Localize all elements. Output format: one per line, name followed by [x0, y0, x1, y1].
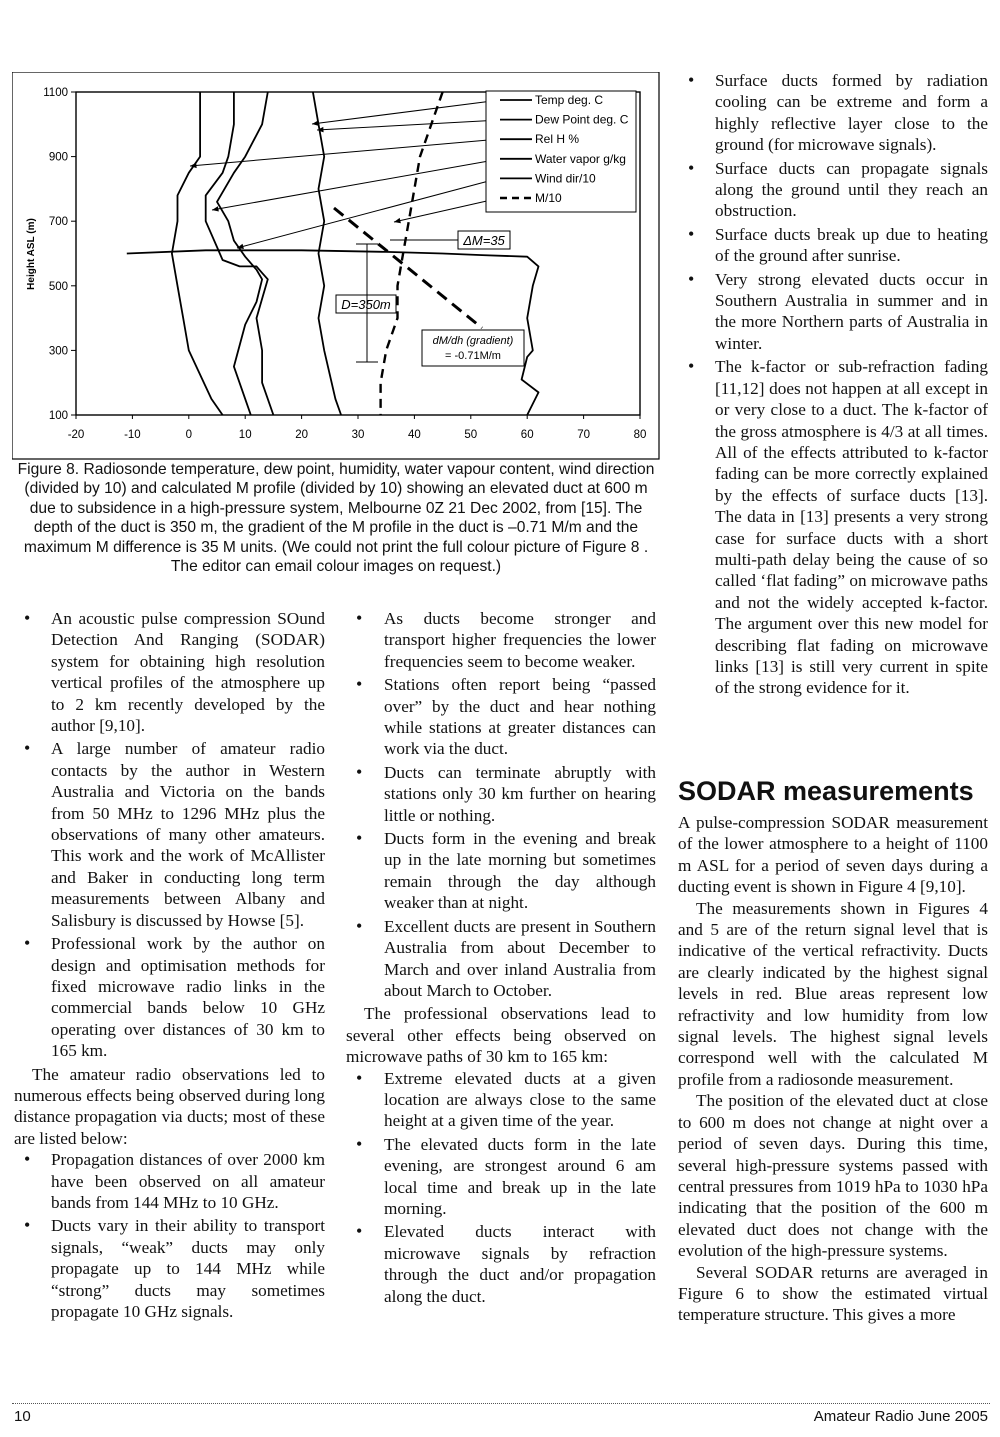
- series-line-1: [313, 92, 341, 415]
- x-tick-label: 80: [633, 429, 647, 441]
- gradient-label-2: = -0.71M/m: [445, 350, 501, 362]
- amateur-effects-list: [14, 1149, 325, 1322]
- list-item: • Surface ducts can propagate signals along the ground until they reach an obstruction.: [678, 158, 988, 222]
- x-tick-label: 30: [351, 429, 365, 441]
- footer-rule: [12, 1403, 990, 1404]
- y-tick-label: 900: [48, 151, 68, 164]
- x-tick-label: 50: [464, 429, 478, 441]
- column-3-top: [678, 70, 988, 701]
- delta-m-annotation: [458, 231, 510, 249]
- paragraph: Several SODAR returns are averaged in Figure 6 to show the estimated virtual temperature structure. This gives a more: [678, 1262, 988, 1325]
- y-tick-label: 100: [48, 410, 68, 422]
- duct-effects-list: [346, 608, 656, 1001]
- section-heading: SODAR measurements: [678, 776, 974, 806]
- y-tick-label: 300: [48, 345, 68, 358]
- legend-leader-line: [317, 120, 500, 130]
- list-item: • The elevated ducts form in the late evening, are strongest around 6 am local time and break up in the late morning.: [346, 1134, 656, 1220]
- legend-leader-line: [212, 159, 500, 210]
- list-item: • A large number of amateur radio contacts by the author in Western Australia and Victoria on the bands from 50 MHz to 1296 MHz plus the observations of many other amateurs. This work and the work of McAllister and Baker in conducting long term measurements between Albany and Salisbury is discussed by Howse [5].: [14, 738, 325, 931]
- y-tick-label: 700: [48, 216, 68, 229]
- radiosonde-chart: [12, 72, 660, 460]
- list-item: • Ducts can terminate abruptly with stations only 30 km further on hearing little or nothing.: [346, 762, 656, 826]
- list-item: • Very strong elevated ducts occur in Southern Australia in summer and in the more Northern parts of Australia in winter.: [678, 269, 988, 355]
- legend-entry: M/10: [535, 191, 562, 205]
- arrow-head: [212, 206, 219, 211]
- x-tick-label: 60: [520, 429, 534, 441]
- list-item: • Professional work by the author on design and optimisation methods for fixed microwave radio links in the commercial bands below 10 GHz operating over distances of 30 km to 165 km.: [14, 933, 325, 1061]
- depth-annotation: [336, 295, 396, 313]
- author-work-list: [14, 608, 325, 1062]
- list-item: • An acoustic pulse compression SOund Detection And Ranging (SODAR) system for obtaining high resolution vertical profiles of the atmosphere up to 2 km recently developed by the author [9,10].: [14, 608, 325, 736]
- publication-info: Amateur Radio June 2005: [813, 1408, 988, 1425]
- list-item: • Surface ducts formed by radiation cooling can be extreme and form a highly reflective layer close to the ground (for microwave signals).: [678, 70, 988, 156]
- list-item: • Surface ducts break up due to heating of the ground after sunrise.: [678, 224, 988, 267]
- arrow-head: [394, 218, 401, 223]
- list-item: • Ducts form in the evening and break up in the late morning but sometimes remain through the day although weaker than at night.: [346, 828, 656, 914]
- list-item: • Excellent ducts are present in Southern Australia from about December to March and over inland Australia from about March to October.: [346, 916, 656, 1002]
- paragraph: The measurements shown in Figures 4 and 5 are of the return signal level that is indicative of the vertical refractivity. Ducts are clearly indicated by the highest signal levels in red. Blue areas represent low refractivity and low humidity from low signal levels. The highest signal levels correspond well with the calculated M profile from a radiosonde measurement.: [678, 898, 988, 1089]
- list-item: • The k-factor or sub-refraction fading [11,12] does not happen at all except in or very close to a duct. The k-factor of the gross atmosphere is 4/3 at all times. All of the effects attributed to k-factor fading can be more correctly explained by the effects of surface ducts [13]. The data in [13] presents a very strong case for surface ducts with a short multi-path delay being the cause of so called ‘flat fading” on microwave paths and not the widely accepted k-factor. The argument over this new model for describing flat fading on microwave links [13] is still very current in spite of the strong evidence for it.: [678, 356, 988, 699]
- paragraph: A pulse-compression SODAR measurement of the lower atmosphere to a height of 1100 m ASL for a period of seven days during a ducting event is shown in Figure 4 [9,10].: [678, 813, 988, 897]
- delta-m-label: ΔM=35: [463, 233, 505, 248]
- x-tick-label: 10: [238, 429, 252, 441]
- figure-8: [12, 72, 660, 460]
- legend-entry: Dew Point deg. C: [535, 112, 629, 127]
- series-line-4: [206, 92, 274, 415]
- list-item: • Propagation distances of over 2000 km have been observed on all amateur bands from 144 MHz to 10 GHz.: [14, 1149, 325, 1213]
- professional-effects-list: [346, 1068, 656, 1307]
- x-tick-label: -10: [124, 429, 141, 441]
- y-tick-label: 500: [48, 280, 68, 293]
- gradient-label-1: dM/dh (gradient): [432, 335, 514, 347]
- figure-caption: Figure 8. Radiosonde temperature, dew point, humidity, water vapour content, wind direction (divided by 10) and calculated M profile (divided by 10) showing an elevated duct at 600 m due to subsidence in a high-pressure system, Melbourne 0Z 21 Dec 2002, from [15]. The depth of the duct is 350 m, the gradient of the M profile in the duct is –0.71 M/m and the maximum M difference is 35 M units. (We could not print the full colour picture of Figure 8 . The editor can email colour images on request.): [17, 461, 655, 576]
- x-tick-label: 20: [295, 429, 308, 441]
- x-tick-label: 40: [408, 429, 421, 441]
- legend-leader-line: [190, 139, 500, 166]
- x-tick-label: 70: [577, 429, 590, 441]
- page-number: 10: [14, 1408, 31, 1425]
- legend-entry: Rel H %: [535, 132, 580, 147]
- column-3-bottom: [678, 812, 988, 1326]
- legend-entry: Temp deg. C: [535, 93, 604, 107]
- legend-entry: Water vapor g/kg: [535, 151, 626, 166]
- surface-duct-list: [678, 70, 988, 699]
- depth-label: D=350m: [341, 297, 391, 312]
- y-tick-label: 1100: [43, 87, 68, 99]
- x-tick-label: -20: [67, 429, 85, 441]
- paragraph: The position of the elevated duct at close to 600 m does not change at night over a period of seven days. During this time, several high-pressure systems passed with central pressures from 1019 hPa to 1030 hPa indicating that the position of the 600 m elevated duct does not change with the evolution of the high-pressure systems.: [678, 1091, 988, 1261]
- legend-entry: Wind dir/10: [535, 171, 596, 186]
- column-2: [346, 608, 656, 1309]
- list-item: • Ducts vary in their ability to transport signals, “weak” ducts may only propagate up to 144 MHz while “strong” ducts may sometimes propagate 10 GHz signals.: [14, 1215, 325, 1322]
- list-item: • Extreme elevated ducts at a given location are always close to the same height at a given time of the year.: [346, 1068, 656, 1132]
- paragraph: The amateur radio observations led to numerous effects being observed during long distance propagation via ducts; most of these are listed below:: [14, 1064, 325, 1148]
- list-item: • Stations often report being “passed over” by the duct and hear nothing while stations at greater distances can work via the duct.: [346, 674, 656, 760]
- gradient-annotation: [422, 330, 524, 366]
- list-item: • As ducts become stronger and transport higher frequencies the lower frequencies seem to become weaker.: [346, 608, 656, 672]
- series-line-2: [217, 92, 268, 415]
- arrow-head: [312, 120, 319, 125]
- column-1: [14, 608, 325, 1324]
- y-axis-label: Height ASL (m): [26, 218, 37, 290]
- legend-leader-line: [312, 100, 500, 124]
- series-line-3: [172, 92, 223, 415]
- paragraph: The professional observations lead to several other effects being observed on microwave paths of 30 km to 165 km:: [346, 1004, 656, 1067]
- list-item: • Elevated ducts interact with microwave signals by refraction through the duct and/or propagation along the duct.: [346, 1221, 656, 1307]
- x-tick-label: 0: [185, 429, 193, 441]
